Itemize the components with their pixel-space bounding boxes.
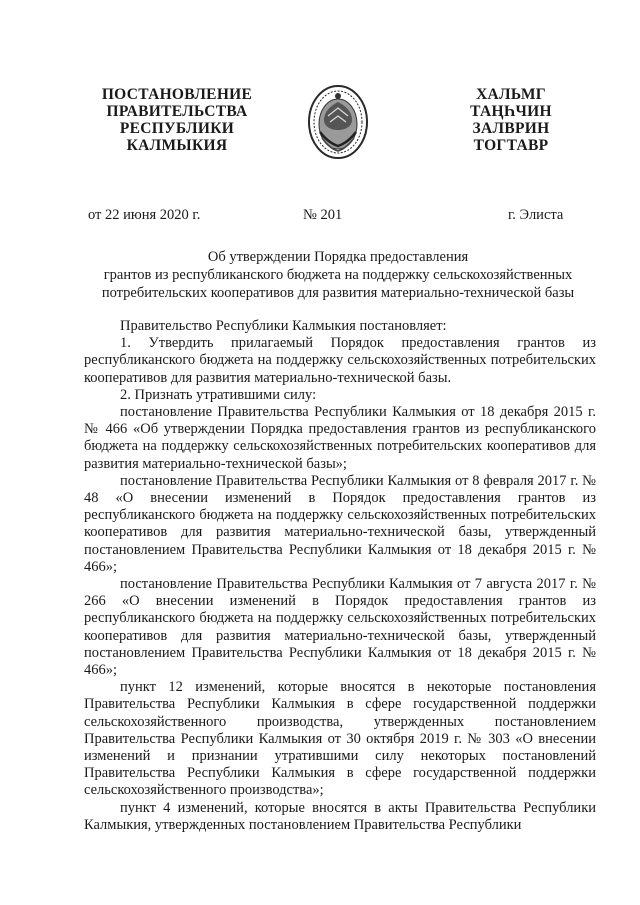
- body-paragraph-repeal-1: постановление Правительства Республики Калмыкия от 18 декабря 2015 г. № 466 «Об утверждении Порядка предоставления грантов из республиканского бюджета на поддержку сельскохозяйственных потребительских кооперативов для развития материально-технической базы»;: [84, 404, 596, 472]
- header-left-line: ПОСТАНОВЛЕНИЕ: [101, 86, 253, 103]
- header-right-line: ТАҢҺЧИН: [470, 103, 552, 120]
- document-title: [82, 248, 594, 302]
- body-paragraph-repeal-2: постановление Правительства Республики Калмыкия от 8 февраля 2017 г. № 48 «О внесении изменений в Порядок предоставления грантов из республиканского бюджета на поддержку сельскохозяйственных потребительских кооперативов для развития материально-технической базы, утвержденный постановлением Правительства Республики Калмыкия от 18 декабря 2015 г. № 466»;: [84, 472, 596, 575]
- header-right-line: ТОГТАВР: [473, 137, 549, 154]
- body-paragraph-item-1: 1. Утвердить прилагаемый Порядок предоставления грантов из республиканского бюджета на поддержку сельскохозяйственных потребительских кооперативов для развития материально-технической базы.: [84, 335, 596, 386]
- title-line: потребительских кооперативов для развития материально-технической базы: [101, 285, 575, 301]
- header-left-line: ПРАВИТЕЛЬСТВА: [106, 103, 248, 120]
- title-line: грантов из республиканского бюджета на поддержку сельскохозяйственных: [103, 267, 573, 283]
- body-paragraph-item-2: 2. Признать утратившими силу:: [120, 386, 317, 403]
- coat-of-arms-emblem: [306, 82, 370, 162]
- body-paragraph-repeal-4: пункт 12 изменений, которые вносятся в некоторые постановления Правительства Республики Калмыкия в сфере государственной поддержки сельскохозяйственного производства, утвержденных постановлением Правительства Республики Калмыкия от 30 октября 2019 г. № 303 «О внесении изменений и признании утратившими силу некоторых постановлений Правительства Республики Калмыкия в сфере государственной поддержки сельскохозяйственного производства»;: [84, 679, 596, 799]
- header-right-line: ХАЛЬМГ: [476, 86, 546, 103]
- document-number: № 201: [303, 207, 343, 223]
- header-right-title: [446, 86, 576, 154]
- header-left-line: РЕСПУБЛИКИ: [119, 120, 235, 137]
- title-line: Об утверждении Порядка предоставления: [207, 249, 469, 265]
- header-right-line: ЗАЛВРИН: [472, 120, 550, 137]
- body-paragraph-preamble: Правительство Республики Калмыкия постановляет:: [120, 318, 447, 334]
- document-city: г. Элиста: [508, 207, 564, 223]
- document-date: от 22 июня 2020 г.: [88, 207, 201, 223]
- body-paragraph-repeal-5: пункт 4 изменений, которые вносятся в акты Правительства Республики Калмыкия, утвержденных постановлением Правительства Республики: [84, 799, 596, 833]
- header-left-title: [96, 86, 258, 154]
- body-paragraph-repeal-3: постановление Правительства Республики Калмыкия от 7 августа 2017 г. № 266 «О внесении изменений в Порядок предоставления грантов из республиканского бюджета на поддержку сельскохозяйственных потребительских кооперативов для развития материально-технической базы, утвержденный постановлением Правительства Республики Калмыкия от 18 декабря 2015 г. № 466»;: [84, 576, 596, 679]
- document-body: [84, 318, 596, 834]
- header-left-line: КАЛМЫКИЯ: [126, 137, 228, 154]
